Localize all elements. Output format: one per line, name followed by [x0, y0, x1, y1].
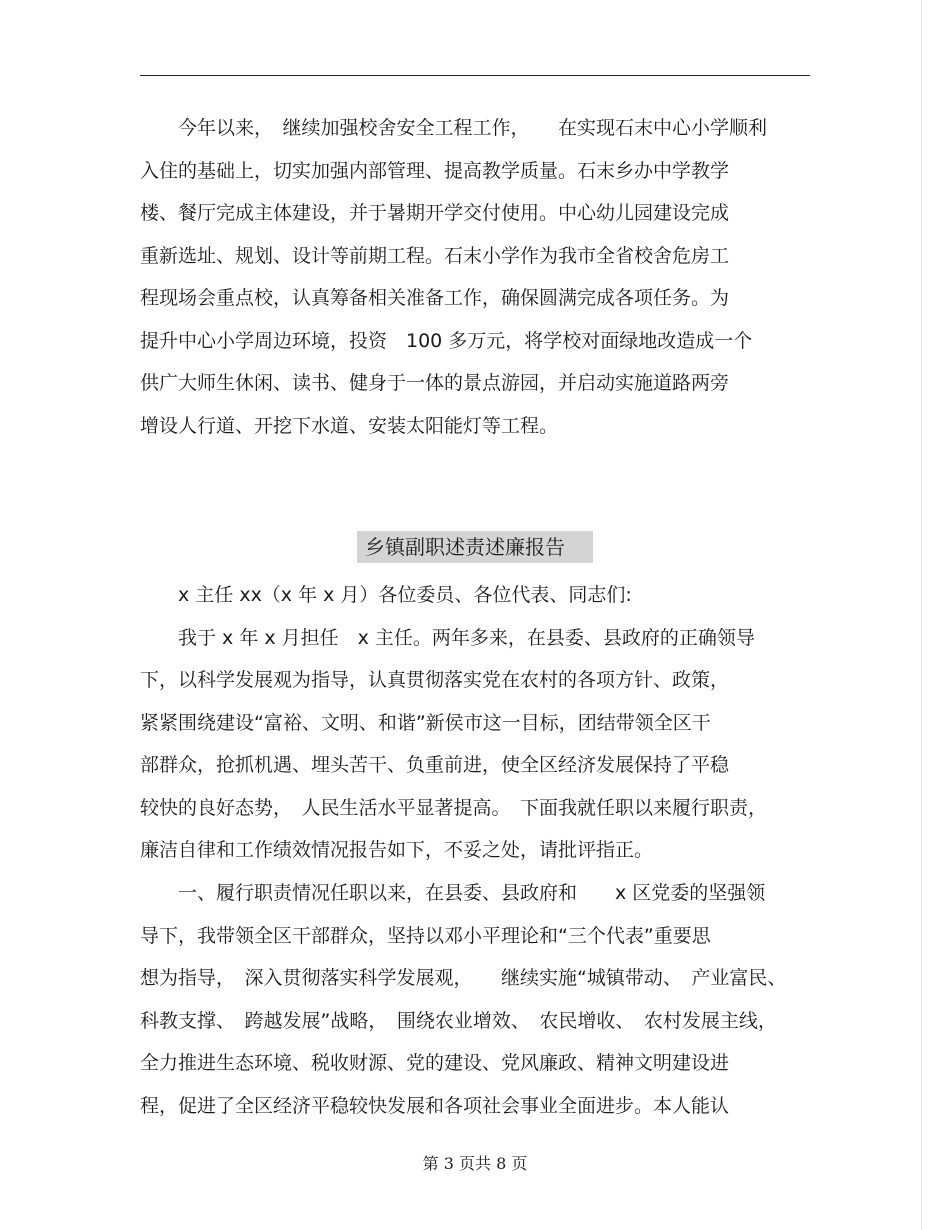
header-rule [140, 75, 810, 76]
paragraph-1 [140, 107, 810, 447]
paragraph-2 [140, 574, 810, 872]
paragraph-line: 今年以来， 继续加强校舍安全工程工作， 在实现石末中心小学顺利 [140, 117, 768, 139]
paragraph-line: 增设人行道、开挖下水道、安装太阳能灯等工程。 [140, 414, 559, 437]
paragraph-line: 一、履行职责情况任职以来，在县委、县政府和 x 区党委的坚强领 [140, 882, 766, 904]
paragraph-line: 导下，我带领全区干部群众，坚持以邓小平理论和“三个代表”重要思 [140, 924, 711, 947]
paragraph-line: 紧紧围绕建设“富裕、文明、和谐”新侯市这一目标，团结带领全区干 [140, 711, 711, 734]
title-container [0, 531, 950, 563]
paragraph-line: 下，以科学发展观为指导，认真贯彻落实党在农村的各项方针、政策， [140, 669, 730, 691]
paragraph-line: 程现场会重点校，认真筹备相关准备工作，确保圆满完成各项任务。为 [140, 287, 730, 309]
paragraph-line: 廉洁自律和工作绩效情况报告如下，不妥之处，请批评指正。 [140, 839, 654, 861]
paragraph-line: 我于 x 年 x 月担任 x 主任。两年多来，在县委、县政府的正确领导 [140, 626, 755, 649]
page-footer: 第 3 页共 8 页 [422, 1154, 528, 1173]
paragraph-line: 入住的基础上，切实加强内部管理、提高教学质量。石末乡办中学教学 [140, 159, 730, 182]
document-title: 乡镇副职述责述廉报告 [357, 531, 593, 563]
paragraph-line: 科教支撑、 跨越发展”战略， 围绕农业增效、 农民增收、 农村发展主线， [140, 1009, 777, 1032]
paragraph-line: 想为指导， 深入贯彻落实科学发展观， 继续实施“城镇带动、 产业富民、 [140, 967, 787, 989]
paragraph-line: 重新选址、规划、设计等前期工程。石末小学作为我市全省校舍危房工 [140, 244, 730, 267]
paragraph-line: 楼、餐厅完成主体建设，并于暑期开学交付使用。中心幼儿园建设完成 [140, 202, 730, 224]
paragraph-line: 较快的良好态势， 人民生活水平显著提高。 下面我就任职以来履行职责， [140, 796, 768, 819]
paragraph-line: 部群众，抢抓机遇、埋头苦干、负重前进，使全区经济发展保持了平稳 [140, 754, 730, 776]
paragraph-line: 全力推进生态环境、税收财源、党的建设、党风廉政、精神文明建设进 [140, 1052, 730, 1074]
page-right-edge [921, 0, 922, 1230]
paragraph-3 [140, 872, 810, 1127]
paragraph-line: 供广大师生休闲、读书、健身于一体的景点游园，并启动实施道路两旁 [140, 372, 730, 394]
paragraph-line: 提升中心小学周边环境，投资 100 多万元，将学校对面绿地改造成一个 [140, 329, 753, 352]
paragraph-line: 程，促进了全区经济平稳较快发展和各项社会事业全面进步。本人能认 [140, 1094, 730, 1117]
paragraph-line: x 主任 xx（x 年 x 月）各位委员、各位代表、同志们: [140, 584, 632, 606]
